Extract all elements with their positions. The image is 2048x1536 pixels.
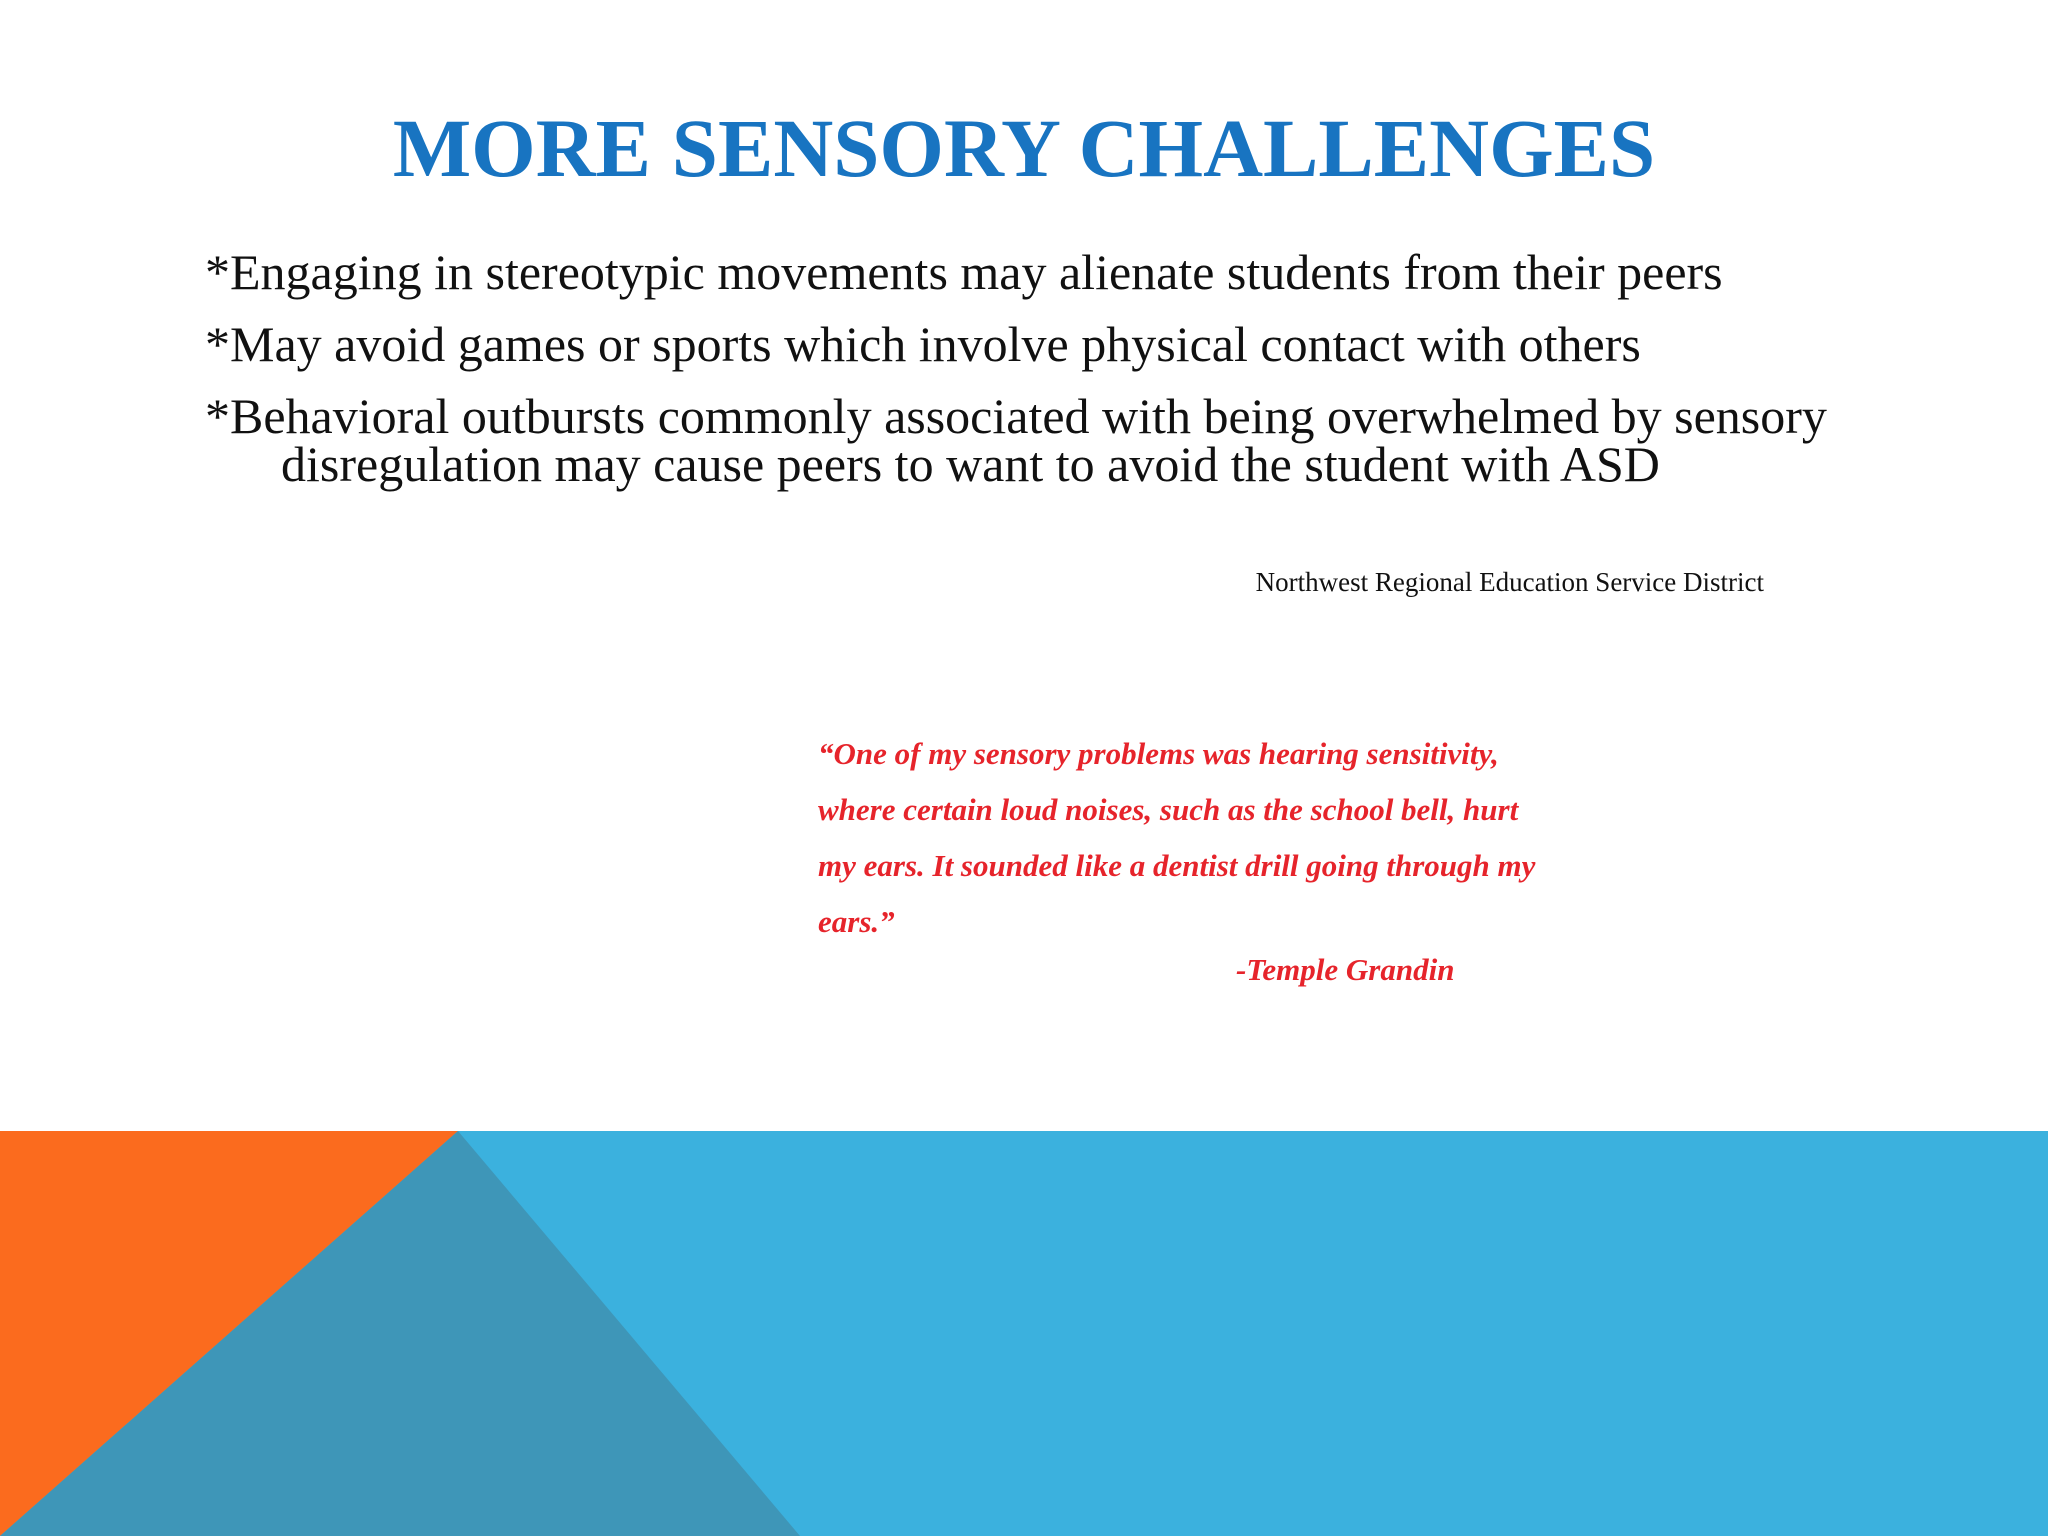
quote-line: where certain loud noises, such as the school bell, hurt — [818, 792, 1519, 827]
source-citation: Northwest Regional Education Service District — [1255, 567, 1764, 597]
bullet-item: *Behavioral outbursts commonly associated with being overwhelmed by sensory disregulation may cause peers to want to avoid the student with ASD — [205, 388, 1827, 492]
quote-line: ears.” — [818, 904, 895, 939]
bullet-item: *Engaging in stereotypic movements may alienate students from their peers — [205, 244, 1723, 300]
quote-attribution: -Temple Grandin — [1236, 952, 1455, 987]
quote-block — [818, 726, 1668, 950]
quote-line: “One of my sensory problems was hearing sensitivity, — [818, 736, 1499, 771]
bullet-item: *May avoid games or sports which involve physical contact with others — [205, 316, 1641, 372]
decorative-footer-band — [0, 1131, 2048, 1536]
footer-shapes — [0, 1131, 2048, 1536]
slide-title: MORE SENSORY CHALLENGES — [392, 102, 1656, 194]
quote-line: my ears. It sounded like a dentist drill going through my — [818, 848, 1536, 883]
